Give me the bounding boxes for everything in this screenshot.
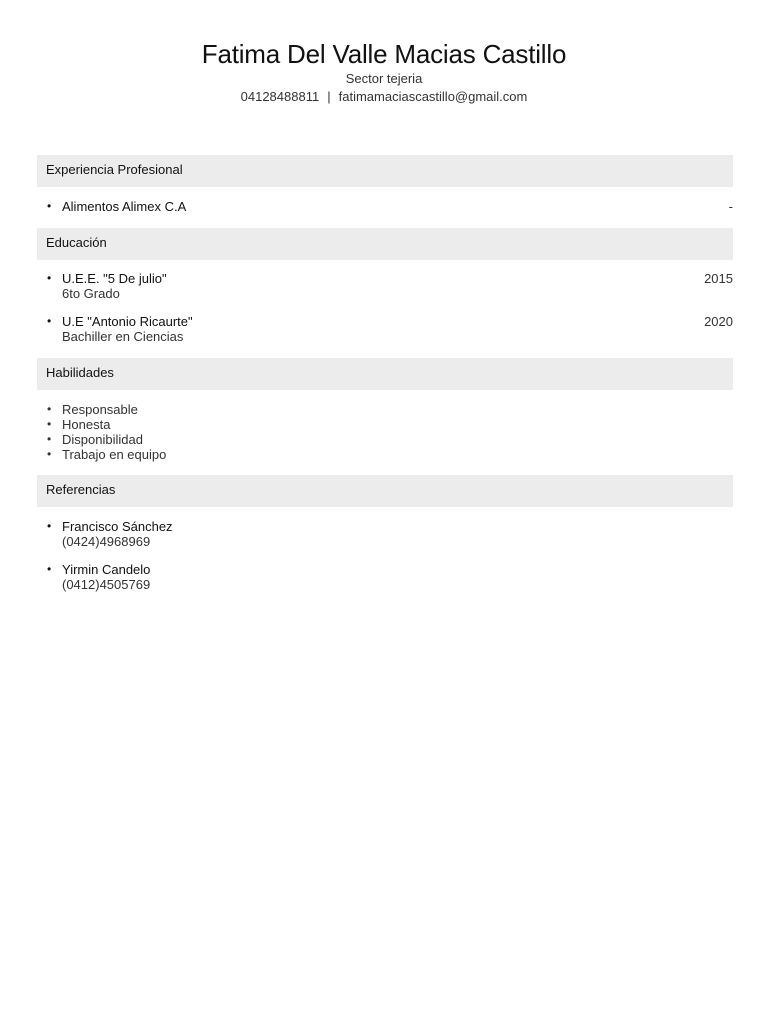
section-header-experience: Experiencia Profesional	[37, 155, 733, 187]
education-item-degree: Bachiller en Ciencias	[62, 329, 184, 344]
section-body-experience	[37, 187, 733, 228]
section-body-education	[37, 260, 733, 358]
resume-content	[37, 155, 733, 606]
experience-item-date: -	[728, 199, 733, 214]
reference-item-name: Francisco Sánchez	[62, 519, 173, 534]
person-subtitle: Sector tejeria	[345, 71, 423, 86]
bullet-icon: •	[47, 417, 52, 431]
reference-item-name: Yirmin Candelo	[62, 562, 151, 577]
skill-item-label: Trabajo en equipo	[62, 447, 167, 462]
section-header-education: Educación	[37, 228, 733, 260]
reference-item	[37, 519, 733, 549]
reference-item-phone: (0424)4968969	[62, 534, 151, 549]
phone-number: 04128488811	[240, 89, 320, 104]
bullet-icon: •	[47, 314, 52, 328]
education-item-year: 2020	[704, 314, 733, 329]
email-address: fatimamaciascastillo@gmail.com	[338, 89, 528, 104]
skill-item	[37, 417, 733, 432]
bullet-icon: •	[47, 562, 52, 576]
education-item-name: U.E.E. "5 De julio"	[62, 271, 167, 286]
skill-item	[37, 432, 733, 447]
skill-item-label: Honesta	[62, 417, 111, 432]
person-name: Fatima Del Valle Macias Castillo	[201, 39, 567, 69]
bullet-icon: •	[47, 199, 52, 213]
section-body-references	[37, 507, 733, 606]
contact-line	[0, 88, 768, 106]
education-item-name: U.E "Antonio Ricaurte"	[62, 314, 193, 329]
bullet-icon: •	[47, 402, 52, 416]
bullet-icon: •	[47, 447, 52, 461]
skill-item	[37, 447, 733, 462]
section-header-skills: Habilidades	[37, 358, 733, 390]
education-item	[37, 314, 733, 344]
contact-separator: |	[327, 89, 331, 104]
section-header-references: Referencias	[37, 475, 733, 507]
skill-item-label: Disponibilidad	[62, 432, 143, 447]
bullet-icon: •	[47, 432, 52, 446]
education-item-year: 2015	[704, 271, 733, 286]
education-item	[37, 271, 733, 301]
resume-header	[0, 38, 768, 106]
experience-item-name: Alimentos Alimex C.A	[62, 199, 187, 214]
bullet-icon: •	[47, 519, 52, 533]
bullet-icon: •	[47, 271, 52, 285]
reference-item	[37, 562, 733, 592]
skill-item	[37, 402, 733, 417]
skill-item-label: Responsable	[62, 402, 138, 417]
section-body-skills	[37, 390, 733, 475]
reference-item-phone: (0412)4505769	[62, 577, 151, 592]
education-item-degree: 6to Grado	[62, 286, 120, 301]
experience-item	[37, 199, 733, 214]
